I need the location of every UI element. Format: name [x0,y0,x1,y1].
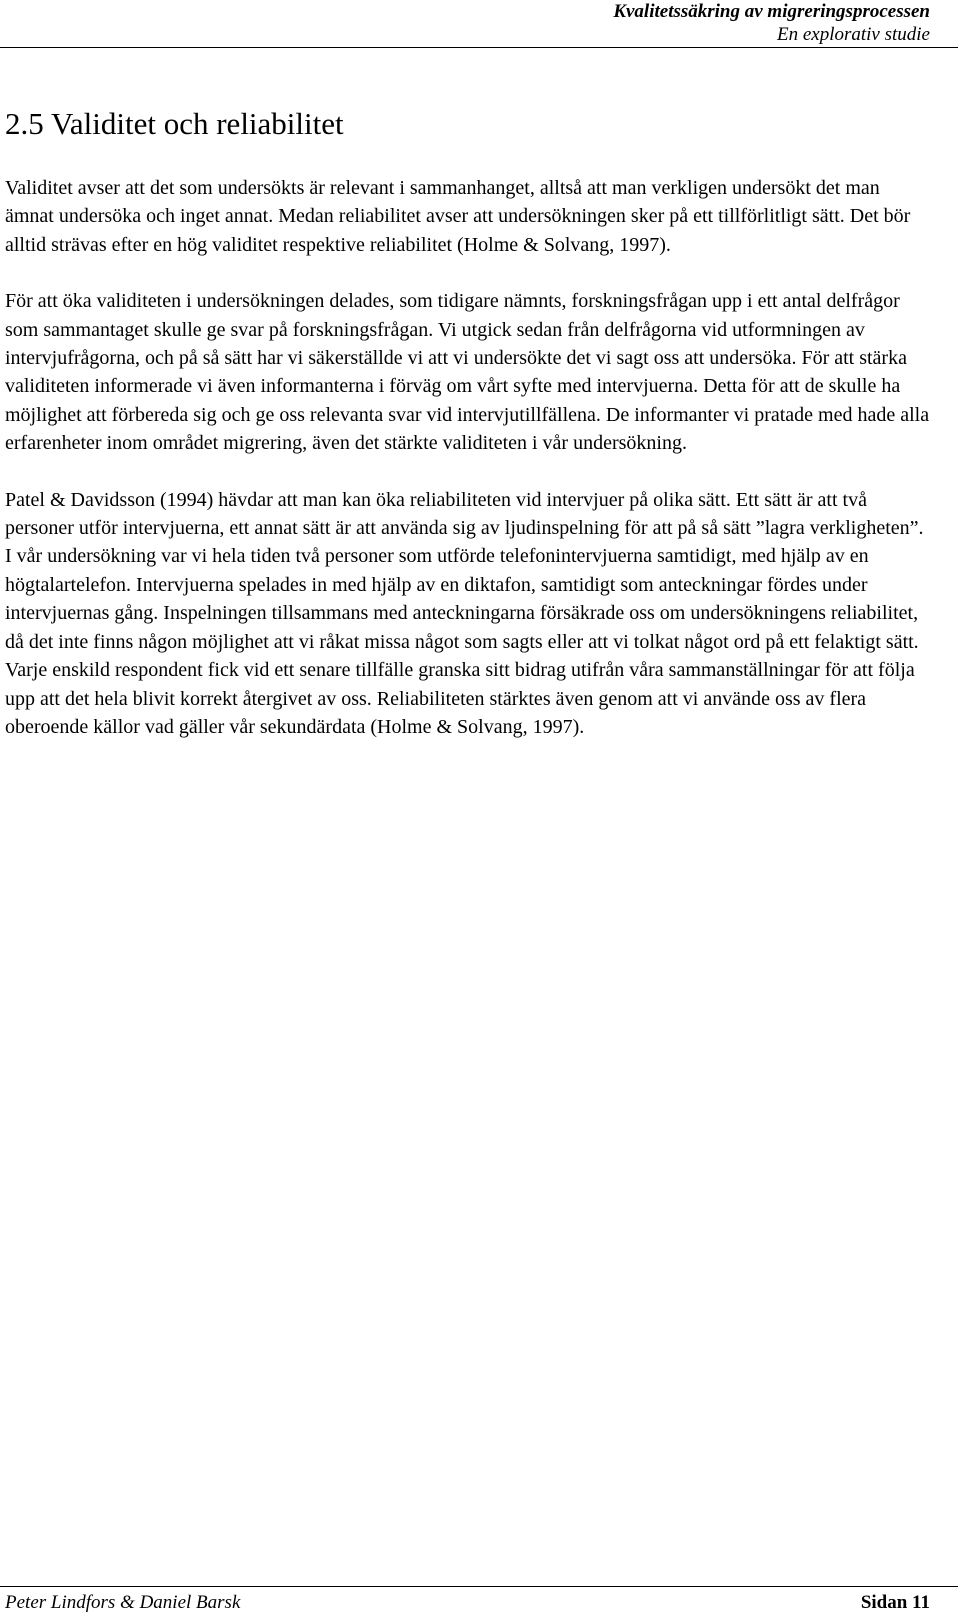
paragraph-validity-measures: För att öka validiteten i undersökningen delades, som tidigare nämnts, forskningsfrågan upp i ett antal delfrågor som sammantaget skulle ge svar på forskningsfrågan. Vi utgick sedan från delfrågorna vid utformningen av intervjufrågorna, och på så sätt har vi säkerställde vi att vi undersökte det vi sagt oss att undersöka. För att stärka validiteten informerade vi även informanterna i förväg om vårt syfte med intervjuerna. Detta för att de skulle ha möjlighet att förbereda sig och ge oss relevanta svar vid intervjutillfällena. De informanter vi pratade med hade alla erfarenheter inom området migrering, även det stärkte validiteten i vår undersökning. [5,290,930,455]
paragraph-validity-definition: Validitet avser att det som undersökts är relevant i sammanhanget, alltså att man verkligen undersökt det man ämnat undersöka och inget annat. Medan reliabilitet avser att undersökningen sker på ett tillförlitligt sätt. Det bör alltid strävas efter en hög validitet respektive reliabilitet (Holme & Solvang, 1997). [5,177,911,256]
paragraph-reliability-measures: Patel & Davidsson (1994) hävdar att man kan öka reliabiliteten vid intervjuer på olika sätt. Ett sätt är att två personer utför intervjuerna, ett annat sätt är att använda sig av ljudinspelning för att på så sätt ”lagra verkligheten”. I vår undersökning var vi hela tiden två personer som utförde telefonintervjuerna samtidigt, med hjälp av en högtalartelefon. Intervjuerna spelades in med hjälp av en diktafon, samtidigt som anteckningar fördes under intervjuernas gång. Inspelningen tillsammans med anteckningarna försäkrade oss om undersökningens reliabilitet, då det inte finns någon möjlighet att vi råkat missa något som sagts eller att vi tolkat något ord på ett felaktigt sätt. Varje enskild respondent fick vid ett senare tillfälle granska sitt bidrag utifrån våra sammanställningar för att följa upp att det hela blivit korrekt återgivet av oss. Reliabiliteten stärktes även genom att vi använde oss av flera oberoende källor vad gäller vår sekundärdata (Holme & Solvang, 1997). [5,488,924,738]
header-divider [0,47,958,48]
page-content [5,104,930,769]
running-header [613,0,930,46]
document-title: Kvalitetssäkring av migreringsprocessen [613,1,930,22]
footer-divider [0,1586,958,1587]
section-heading: 2.5 Validitet och reliabilitet [5,106,344,141]
page-footer [5,1592,930,1614]
footer-authors: Peter Lindfors & Daniel Barsk [5,1592,241,1613]
document-subtitle: En explorativ studie [776,24,930,45]
page-number: Sidan 11 [860,1592,930,1613]
